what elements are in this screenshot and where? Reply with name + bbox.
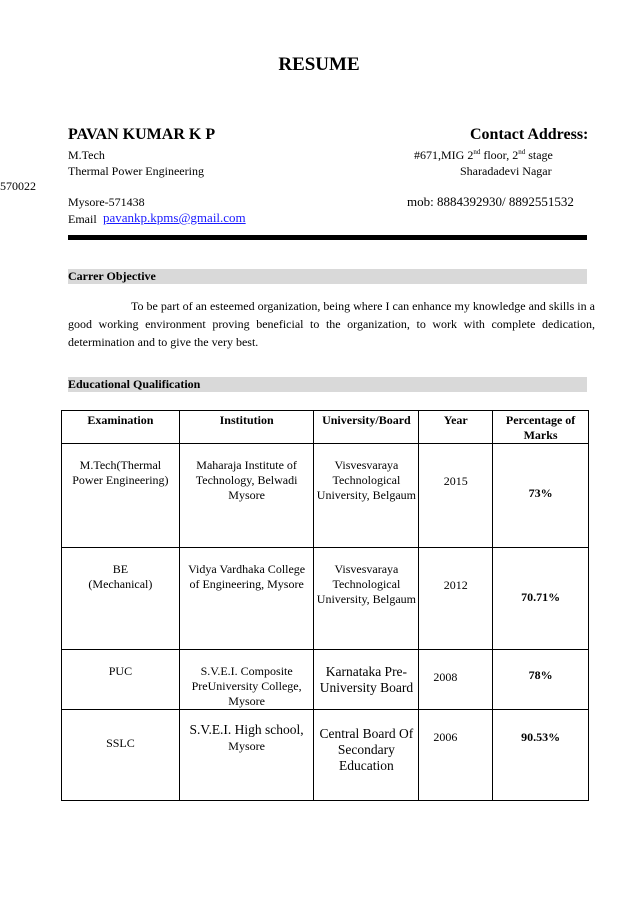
institution-cell: Vidya Vardhaka College of Engineering, Mysore — [179, 548, 314, 650]
table-row — [62, 444, 589, 548]
institution-cell: S.V.E.I. Composite PreUniversity College, Mysore — [179, 650, 314, 710]
exam-cell: PUC — [62, 650, 180, 710]
exam-cell — [62, 548, 180, 650]
marks-cell: 70.71% — [493, 548, 589, 650]
degree: M.Tech — [68, 148, 105, 162]
year-cell: 2006 — [419, 710, 493, 801]
candidate-name: PAVAN KUMAR K P — [68, 126, 216, 143]
email-link[interactable]: pavankp.kpms@gmail.com — [103, 210, 246, 225]
table-header-row — [62, 411, 589, 444]
specialization: Thermal Power Engineering — [68, 164, 204, 178]
header-divider — [68, 235, 587, 240]
section-heading-education: Educational Qualification — [68, 377, 587, 392]
col-header-institution: Institution — [179, 411, 314, 444]
exam-line-2: (Mechanical) — [88, 577, 153, 591]
email-label: Email — [68, 212, 97, 226]
board-cell: Central Board Of Secondary Education — [314, 710, 419, 801]
exam-line-1: BE — [112, 562, 129, 576]
col-header-board: University/Board — [314, 411, 419, 444]
contact-heading: Contact Address: — [470, 126, 589, 143]
marks-cell: 73% — [493, 444, 589, 548]
exam-cell: SSLC — [62, 710, 180, 801]
career-objective-text — [68, 297, 595, 351]
col-header-year: Year — [419, 411, 493, 444]
institution-line-1: S.V.E.I. High school, — [189, 722, 304, 737]
city: Mysore-571438 — [68, 195, 145, 209]
career-objective-body: To be part of an esteemed organization, being where I can enhance my knowledge and skills in a good working environment proving beneficial to the organization, to work with complete dedication, determination and to give the very best. — [68, 299, 595, 349]
resume-title: RESUME — [278, 54, 360, 75]
table-row — [62, 710, 589, 801]
exam-cell: M.Tech(Thermal Power Engineering) — [62, 444, 180, 548]
board-cell: Karnataka Pre-University Board — [314, 650, 419, 710]
table-row — [62, 650, 589, 710]
table-row — [62, 548, 589, 650]
institution-cell: Maharaja Institute of Technology, Belwadi Mysore — [179, 444, 314, 548]
address-line-2: Sharadadevi Nagar — [460, 164, 552, 178]
col-header-marks: Percentage of Marks — [493, 411, 589, 444]
mobile-number: mob: 8884392930/ 8892551532 — [407, 194, 574, 209]
institution-cell — [179, 710, 314, 801]
education-table — [61, 410, 589, 801]
col-header-examination: Examination — [62, 411, 180, 444]
year-cell: 2015 — [419, 444, 493, 548]
institution-line-2: Mysore — [228, 739, 265, 753]
year-cell: 2008 — [419, 650, 493, 710]
address-pincode: 570022 — [0, 179, 36, 193]
board-cell: Visvesvaraya Technological University, Belgaum — [314, 548, 419, 650]
marks-cell: 78% — [493, 650, 589, 710]
section-heading-career: Carrer Objective — [68, 269, 587, 284]
year-cell: 2012 — [419, 548, 493, 650]
board-cell: Visvesvaraya Technological University, Belgaum — [314, 444, 419, 548]
address-line-1: #671,MIG 2nd floor, 2nd stage — [414, 148, 553, 162]
marks-cell: 90.53% — [493, 710, 589, 801]
